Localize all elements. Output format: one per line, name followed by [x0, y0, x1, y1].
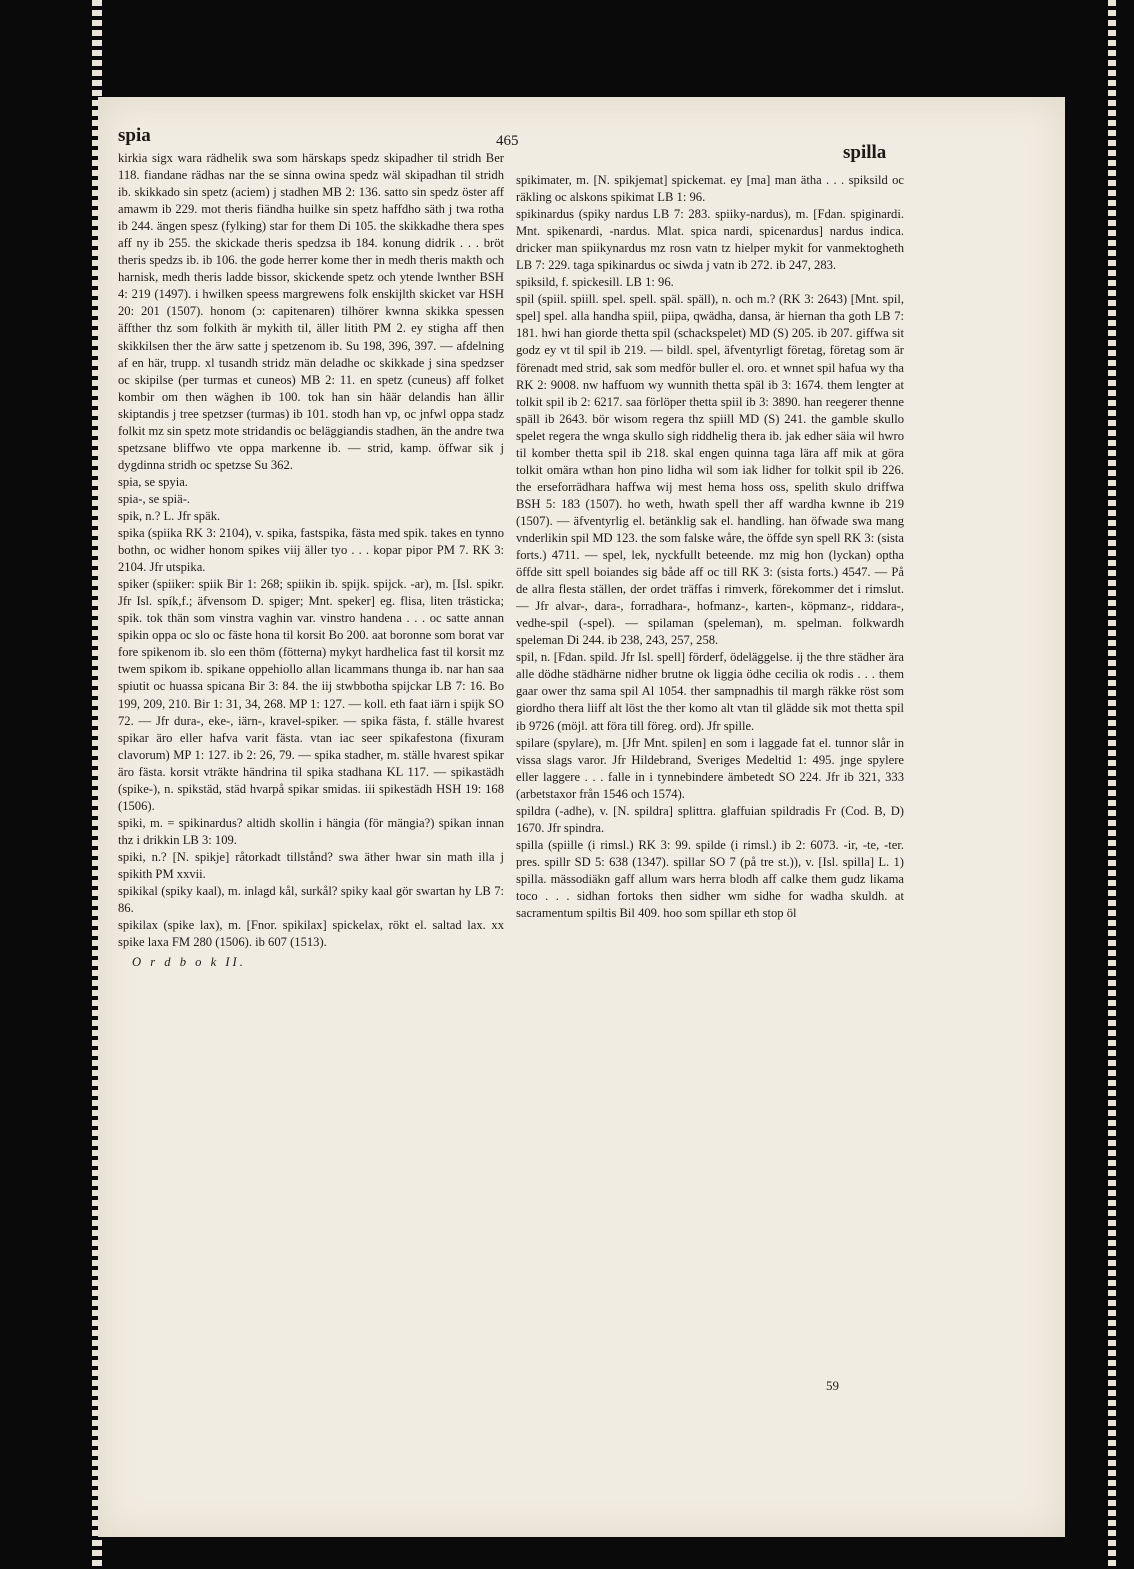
page-number: 465 [496, 133, 519, 149]
entry: spia-, se spiä-. [118, 491, 191, 506]
scan-edge-right [1108, 0, 1116, 1569]
entry: spikinardus (spiky nardus LB 7: 283. spiiky-nardus), m. [Fdan. spiginardi. Mnt. spikenardi, -nardus. Mlat. spica nardi, spicenardus] nardus indica. dricker man spiikynardus mz rosn vatn tz hielper mykit for vanmektogheth LB 7: 229. taga spikinardus oc siwda j vatn ib 272. ib 247, 283. [516, 207, 904, 273]
sheet-signature: 59 [826, 1378, 839, 1393]
entry: spia, se spyia. [118, 474, 188, 489]
entry: spik, n.? L. Jfr späk. [118, 508, 221, 523]
entry: spilare (spylare), m. [Jfr Mnt. spilen] en som i laggade fat el. tunnor slår in vissa slags varor. Jfr Hildebrand, Sveriges Medeltid 1: 495. jnge spylere eller laggere . . . falle in i tynnebindere ämbetedt SO 224. Jfr ib 321, 333 (arbetstaxor från 1546 och 1574). [516, 735, 904, 801]
entry: spiker (spiiker: spiik Bir 1: 268; spiikin ib. spijk. spijck. -ar), m. [Isl. spikr. Jfr Isl. spík,f.; äfvensom D. spiger; Mnt. speker] eg. flisa, liten trästicka; spik. tok thän som vinstra vaghin var. vinstro handena . . . oc satte annan spikin oppa oc slo oc fäste hona til korsit Bo 200. aat boronne som borat var fore spikenom ib. slo een thöm (fötterna) mykyt hardhelica fast til korsit mz twem spikom ib. spikane oppehiollo allan licammans thunga ib. nar han saa spiutit oc huassa spicana Bir 3: 84. the iij stwbbotha spijckar LB 7: 16. Bo 199, 209, 210. Bir 1: 31, 34, 268. MP 1: 127. — koll. eth faat iärn i spijk SO 72. — Jfr dura-, eke-, iärn-, kravel-spiker. — spika fästa, f. ställe hvarest spikar äro eller hafva varit fästa. vtan iac seer spikafestona (fixuram clavorum) MP 1: 127. ib 2: 26, 79. — spika stadher, m. ställe hvarest spikar äro fästa. korsit vträkte händrina til spika stadhana KL 117. — spikastädh (spike-), n. spikstäd, städ hvarpå spikar smidas. iii spikestädh HSH 19: 168 (1506). [118, 577, 504, 813]
entry: spiksild, f. spickesill. LB 1: 96. [516, 275, 674, 290]
entry: spiki, m. = spikinardus? altidh skollin i hängia (för mängia?) spikan innan thz i drikkin LB 3: 109. [118, 815, 504, 847]
entry: kirkia sigx wara rädhelik swa som härskaps spedz skipadher til stridh Ber 118. fiandane rädhas nar the se sinna owina spedz wäl skipadhan til stridh ib. skikkado sin spetz (aciem) j stadhen MB 2: 136. satto sin spedz öster aff amawm ib 229. mot theris fiändha huilke sin spetz haffdho säth j twa rotha ib 244. ängen spesz (fylking) star for them Di 105. the skikkadhe thera spes aff ny ib 255. the skickade theris spedzsa ib 184. konung didrik . . . bröt theris spedzs ib. ib 106. the gode herrer kome ther in medh theris makth och harnisk, medh theris ladde bissor, skickende spetz och ytende lwnther BSH 4: 219 (1497). i hwilken speess margrewens folk enskijlth skicket var HSH 20: 201 (1507). honom (ɔ: capitenaren) tilhörer kwnna skikka spessen äffther thz som folkith är mykith til, äller litith PM 2. ey stigha aff then skikkilsen ther the ärw satte j spetzenom ib. Su 198, 396, 397. — afdelning af en här, trupp. xl tusandh stridz män deladhe oc skikkade j sina spedzser oc skipilse (per turmas et cuneos) MB 2: 11. en spetz (cuneus) aff folket kombir om then wäghen ib 100. tok han sin häär delandis han ällir skiptandis j tree spetzser (turmas) ib 101. stodh han vp, oc jnfwl oppa stadz folkit mz sin spetz mote stridandis oc beläggiandis stadhen, än the andre twa spetzsane bliffwo vte oppa markenne ib. — strid, kamp. öffwar sik j dygdinna stridh oc spetzse Su 362. [118, 151, 504, 472]
entry: spil, n. [Fdan. spild. Jfr Isl. spell] förderf, ödeläggelse. ij the thre städher ära alle dödhe städhärne nidher brutne ok liggia ödhe cecilia ok rodis . . . them gaar ower thz sama spil Al 1054. ther sampnadhis til margh räkke röst som giordho thera liiff alt löst the ther komo alt vtan til glädde sik mot thetta spil ib 9726 (möjl. att föra till föreg. ord). Jfr spille. [516, 650, 904, 733]
signature-mark: O r d b o k II. [132, 955, 246, 970]
entry: spika (spiika RK 3: 2104), v. spika, fastspika, fästa med spik. takes en tynno bothn, oc widher honom spikes viij äller tyo . . . kopar pipor PM 7. RK 3: 2104. Jfr utspika. [118, 526, 504, 575]
right-column [516, 172, 904, 922]
entry: spildra (-adhe), v. [N. spildra] splittra. glaffuian spildradis Fr (Cod. B, D) 1670. Jfr spindra. [516, 803, 904, 835]
running-head-left: spia [118, 125, 151, 146]
entry: spikikal (spiky kaal), m. inlagd kål, surkål? spiky kaal gör swartan hy LB 7: 86. [118, 884, 504, 916]
entry: spil (spiil. spiill. spel. spell. späl. späll), n. och m.? (RK 3: 2643) [Mnt. spil, spel] spel. alla handha spiil, piipa, qwädha, dansa, är hiernan tha goth LB 7: 181. hwi han giorde thetta spil (schackspelet) MD (S) 205. ib 207. giffwa sit godz ey vt til spil ib 219. — bildl. spel, äfventyrligt företag, företag som är förenadt med strid, sak som medför buller el. oro. et wnnet spil hafua wy tha RK 2: 9008. nw haffuom wy wunnith thetta späl ib 3: 1674. them lengter at tolkit spil ib 2: 6217. saa förlöper thetta spiil ib 3: 3890. han reegerer thenne späll ib 2643. bör wisom regera thz spiill MD (S) 241. the gamble skullo spelet regera the wnga skullo sigh riddhelig thera ib. jak edher säia wil hwro til komber thetta spil ib 218. skal engen quinna taga lära aff mik at göra tolkit omära wthan hon pino lidha wil som iak lidher for tolkit spil ib 226. the erseforrädhara haffwa wij mest hema hoss oss, spelith skulo driffwa BSH 5: 183 (1507). ho weth, hwath spell ther aff wardha kwnne ib 219 (1507). — äfventyrlig el. betänklig sak el. handling. han öfwade swa mang vnderlikin spil MD 123. the som falske wåre, the öffde syn spell RK 3: (sista forts.) 4711. — spel, lek, nyckfullt beteende. mz mig hon (lyckan) optha öffde sitt spell boiandes sig både aff oc till RK 3: (sista forts.) 4547. — På de allra flesta ställen, der ordet träffas i rimverk, förekommer det i rimslut. — Jfr alvar-, dara-, forradhara-, hofmanz-, karten-, köpmanz-, riddara-, vedhe-spil (-spel). — spilaman (speleman), m. spelman. folkwardh speleman Di 244. ib 238, 243, 257, 258. [516, 292, 904, 648]
entry: spikilax (spike lax), m. [Fnor. spikilax] spickelax, rökt el. saltad lax. xx spike laxa FM 280 (1506). ib 607 (1513). [118, 918, 504, 950]
entry: spikimater, m. [N. spikjemat] spickemat. ey [ma] man ätha . . . spiksild oc räkling oc alskons spikimat LB 1: 96. [516, 173, 904, 205]
entry: spiki, n.? [N. spikje] råtorkadt tillstånd? swa äther hwar sin math illa j spikith PM xxvii. [118, 849, 504, 881]
left-column [118, 150, 504, 971]
running-head-right: spilla [843, 142, 887, 163]
entry: spilla (spiille (i rimsl.) RK 3: 99. spilde (i rimsl.) ib 2: 6073. -ir, -te, -ter. pres. spillr SD 5: 638 (1347). spillar SO 7 (på tre st.)), v. [Isl. spilla] L. 1) spilla. mässodiäkn gaff allum wars herra blodh aff calke them gudz likama toco . . . sidhan fortoks then sidher wm sidhe for wadha skuldh. at sacramentum spiltis Bil 409. hoo som spillar eth stop öl [516, 837, 904, 921]
